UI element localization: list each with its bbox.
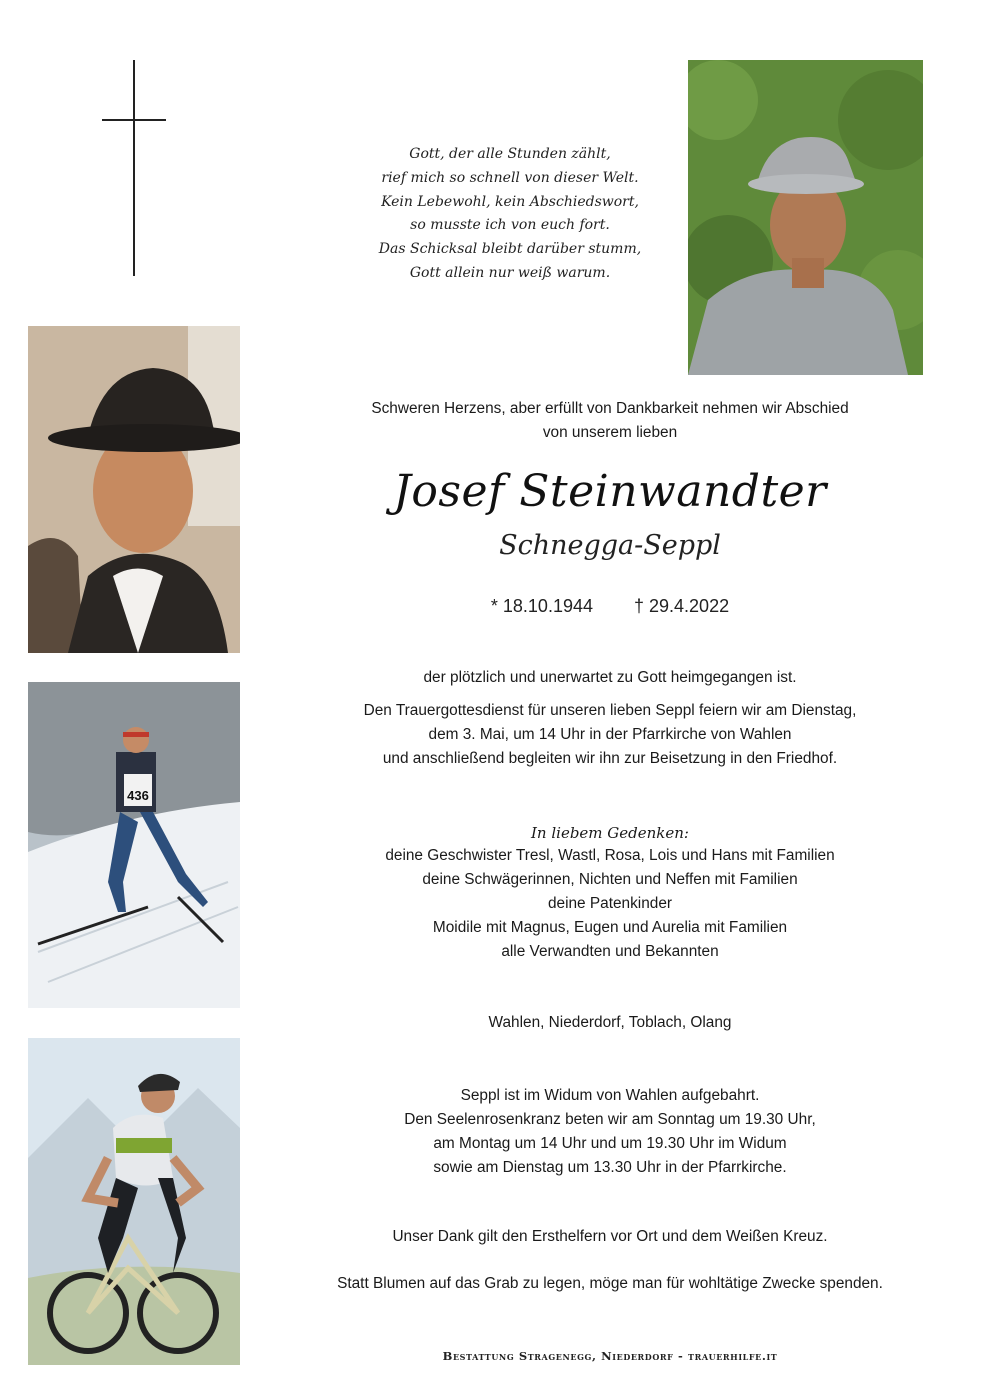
places: Wahlen, Niederdorf, Toblach, Olang (488, 1014, 732, 1031)
poem-line: so musste ich von euch fort. (410, 217, 610, 234)
portrait-photo-hedge (688, 60, 923, 375)
birth-date: * 18.10.1944 (490, 596, 593, 616)
intro-line: von unserem lieben (542, 424, 678, 441)
wake-line: sowie am Dienstag um 13.30 Uhr in der Pfarrkirche. (433, 1159, 787, 1176)
death-date: † 29.4.2022 (634, 596, 730, 616)
death-line: der plötzlich und unerwartet zu Gott heimgegangen ist. (423, 669, 797, 686)
mourner-line: deine Schwägerinnen, Nichten und Neffen mit Familien (422, 871, 798, 888)
deceased-name: Josef Steinwandter (393, 466, 827, 517)
intro-line: Schweren Herzens, aber erfüllt von Dankbarkeit nehmen wir Abschied (371, 400, 849, 417)
flowers-line: Statt Blumen auf das Grab zu legen, möge man für wohltätige Zwecke spenden. (337, 1275, 883, 1292)
mourner-line: Moidile mit Magnus, Eugen und Aurelia mit Familien (432, 919, 788, 936)
poem (330, 143, 690, 286)
poem-line: Kein Lebewohl, kein Abschiedswort, (381, 193, 639, 210)
mourner-line: deine Patenkinder (547, 895, 673, 912)
wake-line: am Montag um 14 Uhr und um 19.30 Uhr im Widum (433, 1135, 787, 1152)
service-line: Den Trauergottesdienst für unseren lieben Seppl feiern wir am Dienstag, (363, 702, 857, 719)
poem-line: rief mich so schnell von dieser Welt. (381, 169, 639, 186)
funeral-service (300, 699, 920, 771)
memory-title: In liebem Gedenken: (531, 824, 689, 842)
mourners-list (300, 844, 920, 964)
portrait-photo-traditional (28, 326, 240, 653)
poem-line: Gott, der alle Stunden zählt, (409, 146, 611, 162)
thanks-line: Unser Dank gilt den Ersthelfern vor Ort und dem Weißen Kreuz. (392, 1228, 828, 1245)
mourner-line: deine Geschwister Tresl, Wastl, Rosa, Lois und Hans mit Familien (385, 847, 835, 864)
photo-mountain-biking (28, 1038, 240, 1365)
bib-number: 436 (127, 788, 149, 803)
cross-icon (133, 60, 135, 276)
service-line: dem 3. Mai, um 14 Uhr in der Pfarrkirche von Wahlen (428, 726, 792, 743)
cross-icon-bar (102, 119, 166, 121)
service-line: und anschließend begleiten wir ihn zur Beisetzung in den Friedhof. (382, 750, 838, 767)
deceased-nickname: Schnegga-Seppl (499, 530, 721, 561)
photo-cross-country-skiing (28, 682, 240, 1008)
poem-line: Gott allein nur weiß warum. (409, 264, 611, 281)
poem-line: Das Schicksal bleibt darüber stumm, (378, 241, 642, 258)
wake-line: Seppl ist im Widum von Wahlen aufgebahrt. (460, 1087, 760, 1104)
funeral-home-footer: Bestattung Stragenegg, Niederdorf - trauerhilfe.it (442, 1349, 778, 1363)
wake-info (300, 1084, 920, 1180)
intro-text (300, 397, 920, 445)
life-dates (300, 592, 920, 620)
mourner-line: alle Verwandten und Bekannten (501, 943, 719, 960)
wake-line: Den Seelenrosenkranz beten wir am Sonntag um 19.30 Uhr, (404, 1111, 816, 1128)
